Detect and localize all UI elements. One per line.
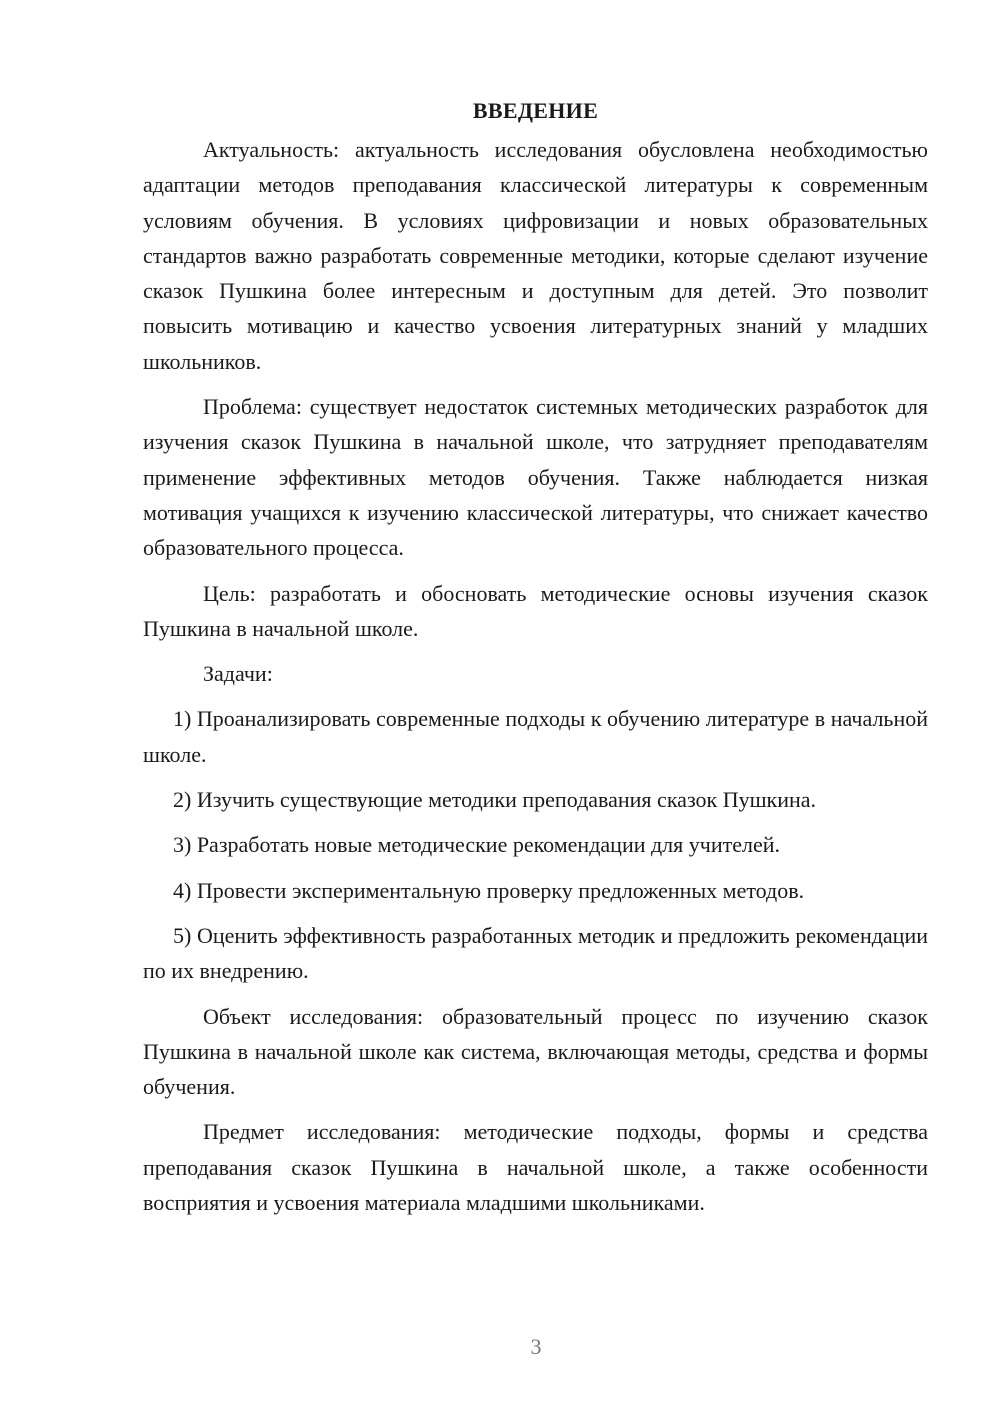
section-title: ВВЕДЕНИЕ: [472, 98, 599, 123]
document-page: [143, 96, 928, 1230]
list-item: 1) Проанализировать современные подходы к обучению литературе в начальной школе.: [143, 706, 928, 767]
list-item: 3) Разработать новые методические рекомендации для учителей.: [173, 832, 781, 858]
paragraph-relevance: Актуальность: актуальность исследования обусловлена необходимостью адаптации методов преподавания классической литературы к современным условиям обучения. В условиях цифровизации и новых образовательных стандартов важно разработать современные методики, которые сделают изучение сказок Пушкина более интересным и доступным для детей. Это позволит повысить мотивацию и качество усвоения литературных знаний у младших школьников.: [143, 137, 928, 374]
paragraph-problem: Проблема: существует недостаток системных методических разработок для изучения сказок Пушкина в начальной школе, что затрудняет преподавателям применение эффективных методов обучения. Также наблюдается низкая мотивация учащихся к изучению классической литературы, что снижает качество образовательного процесса.: [143, 394, 928, 561]
list-item: 5) Оценить эффективность разработанных методик и предложить рекомендации по их внедрению.: [143, 922, 928, 984]
list-item: 4) Провести экспериментальную проверку предложенных методов.: [173, 877, 805, 903]
page-number: 3: [530, 1334, 542, 1359]
tasks-heading: Задачи:: [203, 661, 273, 687]
tasks-list: [143, 701, 928, 988]
paragraph-object: Объект исследования: образовательный процесс по изучению сказок Пушкина в начальной школе как система, включающая методы, средства и формы обучения.: [143, 1003, 928, 1100]
paragraph-subject: Предмет исследования: методические подходы, формы и средства преподавания сказок Пушкина в начальной школе, а также особенности восприятия и усвоения материала младшими школьниками.: [143, 1119, 928, 1216]
list-item: 2) Изучить существующие методики преподавания сказок Пушкина.: [173, 787, 817, 813]
paragraph-goal: Цель: разработать и обосновать методические основы изучения сказок Пушкина в начальной школе.: [143, 580, 928, 641]
